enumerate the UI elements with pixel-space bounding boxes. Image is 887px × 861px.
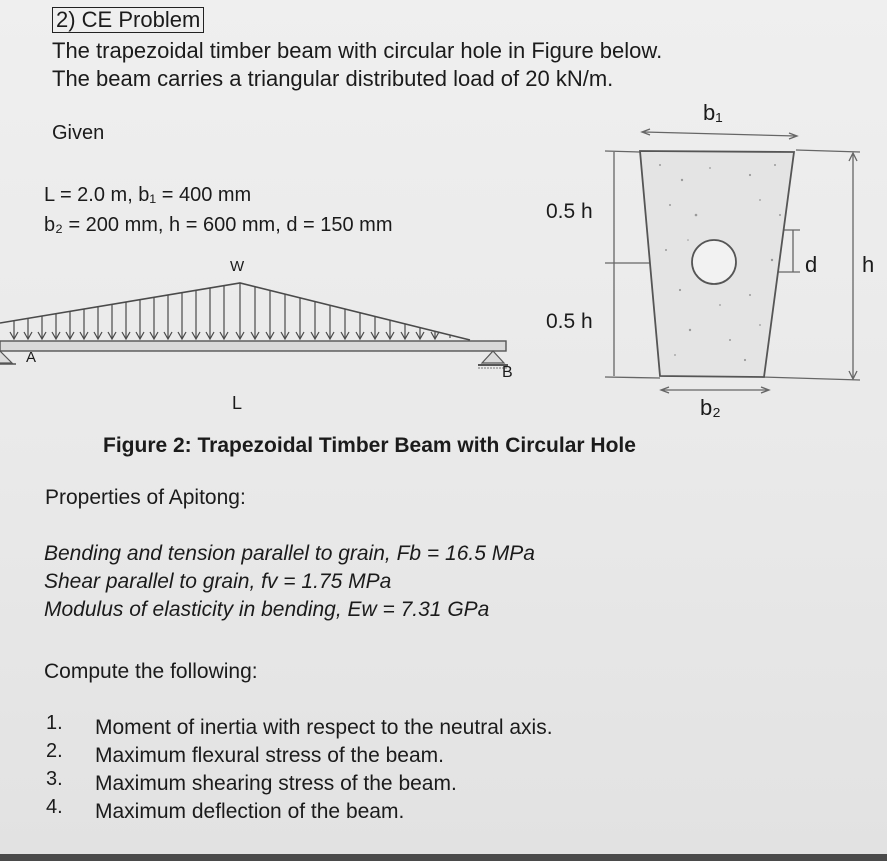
compute-heading: Compute the following:	[44, 660, 258, 683]
given-line-2: b₂ = 200 mm, h = 600 mm, d = 150 mm	[44, 214, 393, 236]
load-label-w: W	[230, 258, 245, 275]
trapezoid-section-diagram	[600, 120, 887, 420]
property-bending: Bending and tension parallel to grain, Fb = 16.5 MPa	[44, 542, 535, 565]
beam-load-diagram	[0, 250, 530, 420]
span-label-l: L	[232, 393, 243, 413]
list-item-number: 2.	[46, 740, 63, 762]
support-a-label: A	[26, 349, 37, 366]
properties-heading: Properties of Apitong:	[45, 486, 246, 509]
d-label: d	[805, 252, 818, 277]
triangular-load	[0, 283, 470, 340]
half-h-bottom-label: 0.5 h	[546, 310, 593, 333]
list-item-text: Maximum flexural stress of the beam.	[95, 744, 444, 767]
support-a-pin	[0, 351, 16, 364]
h-label: h	[862, 252, 875, 277]
problem-statement-line-2: The beam carries a triangular distributed load of 20 kN/m.	[52, 66, 614, 91]
list-item-text: Maximum deflection of the beam.	[95, 800, 405, 823]
property-shear: Shear parallel to grain, fv = 1.75 MPa	[44, 570, 392, 593]
given-heading: Given	[52, 122, 105, 144]
b1-label: b₁	[703, 100, 723, 125]
circular-hole	[692, 240, 736, 284]
b2-label: b₂	[700, 395, 721, 420]
given-line-1: L = 2.0 m, b₁ = 400 mm	[44, 184, 252, 206]
figure-caption: Figure 2: Trapezoidal Timber Beam with Circular Hole	[103, 434, 636, 457]
problem-title: 2) CE Problem	[52, 7, 204, 33]
list-item-text: Moment of inertia with respect to the neutral axis.	[95, 716, 553, 739]
bottom-edge-bar	[0, 854, 887, 861]
property-modulus: Modulus of elasticity in bending, Ew = 7.31 GPa	[44, 598, 490, 621]
list-item-text: Maximum shearing stress of the beam.	[95, 772, 457, 795]
half-h-top-label: 0.5 h	[546, 200, 593, 223]
list-item-number: 1.	[46, 712, 63, 734]
support-b-label: B	[502, 364, 513, 381]
b1-dimension-line	[644, 132, 796, 136]
problem-statement-line-1: The trapezoidal timber beam with circular hole in Figure below.	[52, 38, 663, 63]
list-item-number: 4.	[46, 796, 63, 818]
list-item-number: 3.	[46, 768, 63, 790]
beam-body	[0, 341, 506, 351]
